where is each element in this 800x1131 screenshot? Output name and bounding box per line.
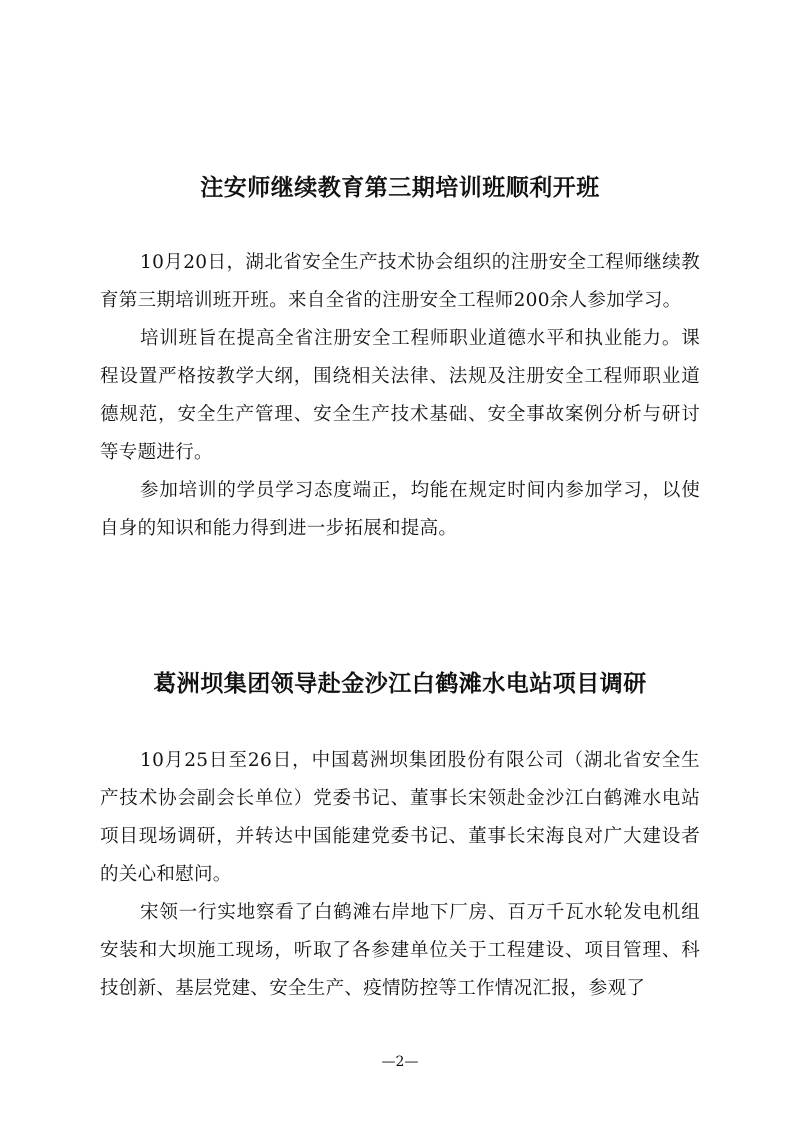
page-number: —2— (381, 1054, 419, 1070)
article-paragraph: 培训班旨在提高全省注册安全工程师职业道德水平和执业能力。课程设置严格按教学大纲，围绕相关法律、法规及注册安全工程师职业道德规范，安全生产管理、安全生产技术基础、安全事故案例分析与研讨等专题进行。 (100, 328, 700, 463)
article-paragraph: 10月25日至26日，中国葛洲坝集团股份有限公司（湖北省安全生产技术协会副会长单位）党委书记、董事长宋领赴金沙江白鹤滩水电站项目现场调研，并转达中国能建党委书记、董事长宋海良对广大建设者的关心和慰问。 (100, 750, 700, 885)
article-training-class (100, 168, 700, 548)
article-title: 葛洲坝集团领导赴金沙江白鹤滩水电站项目调研 (153, 670, 647, 697)
article-title: 注安师继续教育第三期培训班顺利开班 (200, 174, 600, 201)
article-paragraph: 参加培训的学员学习态度端正，均能在规定时间内参加学习，以使自身的知识和能力得到进一步拓展和提高。 (100, 480, 700, 539)
article-gezhouba-survey (100, 664, 700, 1008)
article-paragraph: 10月20日，湖北省安全生产技术协会组织的注册安全工程师继续教育第三期培训班开班。来自全省的注册安全工程师200余人参加学习。 (100, 252, 700, 311)
article-paragraph: 宋领一行实地察看了白鹤滩右岸地下厂房、百万千瓦水轮发电机组安装和大坝施工现场，听取了各参建单位关于工程建设、项目管理、科技创新、基层党建、安全生产、疫情防控等工作情况汇报，参观了 (100, 902, 700, 999)
